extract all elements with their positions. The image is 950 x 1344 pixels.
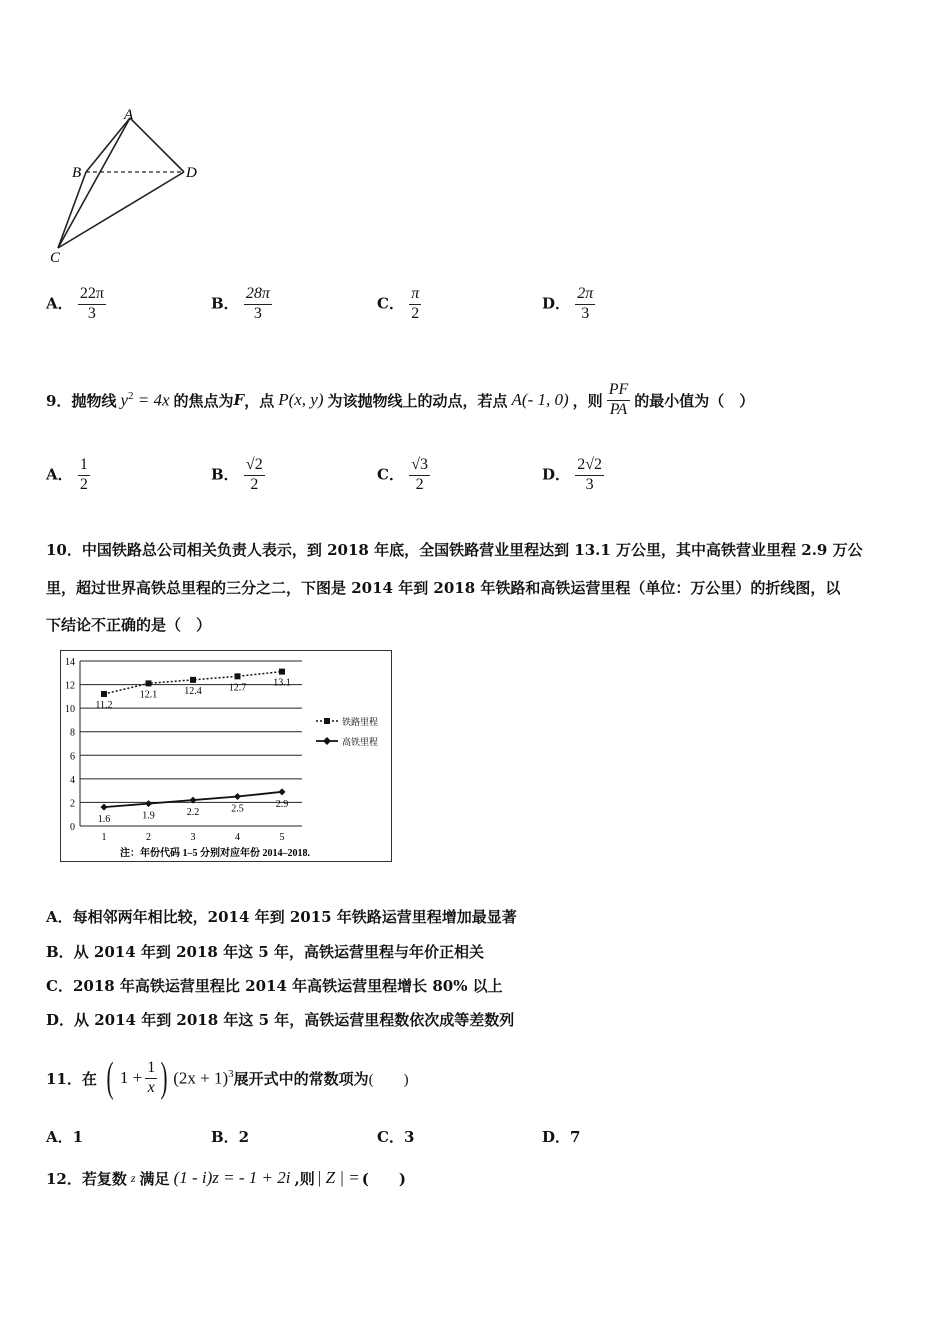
edge-ad: [130, 118, 184, 172]
railway-point-5: [279, 669, 285, 675]
x-tick-1: 1: [101, 832, 107, 843]
q8-c-fraction: $\frac{\pi}{2}$: [411, 285, 420, 322]
q11-option-d[interactable]: D．7: [542, 1128, 581, 1146]
q9-option-c[interactable]: C． $\frac{√3}{2}$: [377, 456, 428, 493]
q9-option-b[interactable]: B． $\frac{√2}{2}$: [211, 456, 263, 493]
q8-b-fraction: $\frac{28\pi}{3}$: [245, 285, 270, 322]
q10-option-a[interactable]: A．每相邻两年相比较，2014 年到 2015 年铁路运营里程增加最显著: [46, 908, 517, 926]
q9-stem: 9． 抛物线 $y^2 = 4x$ 的焦点为 F ，点 P(x, y) 为该抛物线上的动点，若点 A(- 1, 0) ，则 $\frac{PF}{PA}$ 的最小值为（ ）: [46, 380, 755, 418]
q8-option-b[interactable]: B． $\frac{28\pi}{3}$: [211, 285, 270, 322]
q11-option-c[interactable]: C．3: [377, 1128, 415, 1146]
q8-d-fraction: $\frac{2\pi}{3}$: [577, 285, 594, 322]
y-tick-4: 4: [70, 774, 75, 786]
y-tick-6: 6: [70, 751, 75, 763]
legend-highspeed: 高铁里程: [342, 737, 379, 747]
q11-binomial: ( 1 + $\frac{1}{x}$ ) $(2x + 1)^3$: [106, 1055, 234, 1101]
highspeed-label-4: 2.5: [231, 803, 244, 815]
chart-note: 注：年份代码 1–5 分别对应年份 2014–2018.: [120, 848, 310, 859]
legend-railway: 铁路里程: [342, 717, 379, 727]
label-a: A: [124, 107, 134, 123]
q10-option-d[interactable]: D．从 2014 年到 2018 年这 5 年，高铁运营里程数依次成等差数列: [46, 1011, 515, 1029]
label-b: B: [72, 165, 82, 181]
label-c: C: [50, 250, 61, 266]
y-tick-12: 12: [65, 680, 75, 692]
edge-cd: [58, 172, 184, 248]
x-tick-4: 4: [235, 832, 240, 843]
y-tick-0: 0: [70, 822, 75, 833]
x-tick-3: 3: [190, 832, 196, 843]
y-tick-10: 10: [65, 704, 75, 716]
railway-line-chart: [60, 650, 392, 862]
chart-frame: [61, 651, 392, 862]
q9-a-fraction: $\frac{1}{2}$: [79, 456, 88, 493]
highspeed-label-5: 2.9: [275, 798, 289, 810]
q9-ratio-fraction: $\frac{PF}{PA}$: [608, 380, 629, 418]
q10-line-2: 里，超过世界高铁总里程的三分之二，下图是 2014 年到 2018 年铁路和高铁运营里程（单位：万公里）的折线图，以: [46, 579, 841, 597]
highspeed-label-3: 2.2: [186, 807, 200, 819]
railway-label-5: 13.1: [273, 677, 291, 689]
x-tick-5: 5: [279, 832, 285, 843]
railway-label-3: 12.4: [184, 685, 202, 697]
y-tick-14: 14: [65, 657, 75, 668]
q9-option-d[interactable]: D． $\frac{2√2}{3}$: [542, 456, 603, 493]
railway-label-2: 12.1: [139, 689, 158, 701]
q8-option-d[interactable]: D． $\frac{2\pi}{3}$: [542, 285, 594, 322]
q11-option-a[interactable]: A．1: [46, 1128, 84, 1146]
label-d: D: [186, 165, 197, 181]
q10-option-c[interactable]: C．2018 年高铁运营里程比 2014 年高铁运营里程增长 80% 以上: [46, 977, 503, 995]
q8-option-c[interactable]: C． $\frac{\pi}{2}$: [377, 285, 420, 322]
edge-bc: [58, 172, 86, 248]
q9-d-fraction: $\frac{2√2}{3}$: [577, 456, 603, 493]
railway-point-3: [190, 677, 196, 683]
q10-option-b[interactable]: B．从 2014 年到 2018 年这 5 年，高铁运营里程与年价正相关: [46, 943, 484, 961]
highspeed-label-1: 1.6: [97, 814, 111, 826]
q11-option-b[interactable]: B．2: [211, 1128, 250, 1146]
q9-b-fraction: $\frac{√2}{2}$: [245, 456, 263, 493]
edge-ab: [86, 118, 130, 172]
tetrahedron-figure: [44, 104, 214, 266]
railway-point-2: [146, 680, 152, 686]
railway-label-4: 12.7: [228, 682, 247, 694]
railway-point-1: [101, 691, 107, 697]
q10-line-3: 下结论不正确的是（ ）: [46, 616, 212, 634]
y-tick-2: 2: [70, 798, 75, 810]
q8-a-fraction: $\frac{22\pi}{3}$: [79, 285, 104, 322]
q9-option-a[interactable]: A． $\frac{1}{2}$: [46, 456, 88, 493]
q12-stem: 12．若复数 z 满足 (1 - i)z = - 1 + 2i ,则 | Z | = ( ): [46, 1168, 406, 1188]
highspeed-label-2: 1.9: [142, 810, 155, 822]
x-tick-2: 2: [146, 832, 151, 843]
y-tick-8: 8: [70, 727, 75, 739]
edge-ac: [58, 118, 130, 248]
q10-line-1: 10．中国铁路总公司相关负责人表示，到 2018 年底，全国铁路营业里程达到 13.1 万公里，其中高铁营业里程 2.9 万公: [46, 541, 863, 559]
railway-point-4: [235, 673, 241, 679]
q9-c-fraction: $\frac{√3}{2}$: [411, 456, 428, 493]
q11-stem: 11．在 ( 1 + $\frac{1}{x}$ ) $(2x + 1)^3$ 展开式中的常数项为 ( ): [46, 1055, 409, 1101]
railway-label-1: 11.2: [95, 700, 113, 711]
q8-option-a[interactable]: A． $\frac{22\pi}{3}$: [46, 285, 104, 322]
